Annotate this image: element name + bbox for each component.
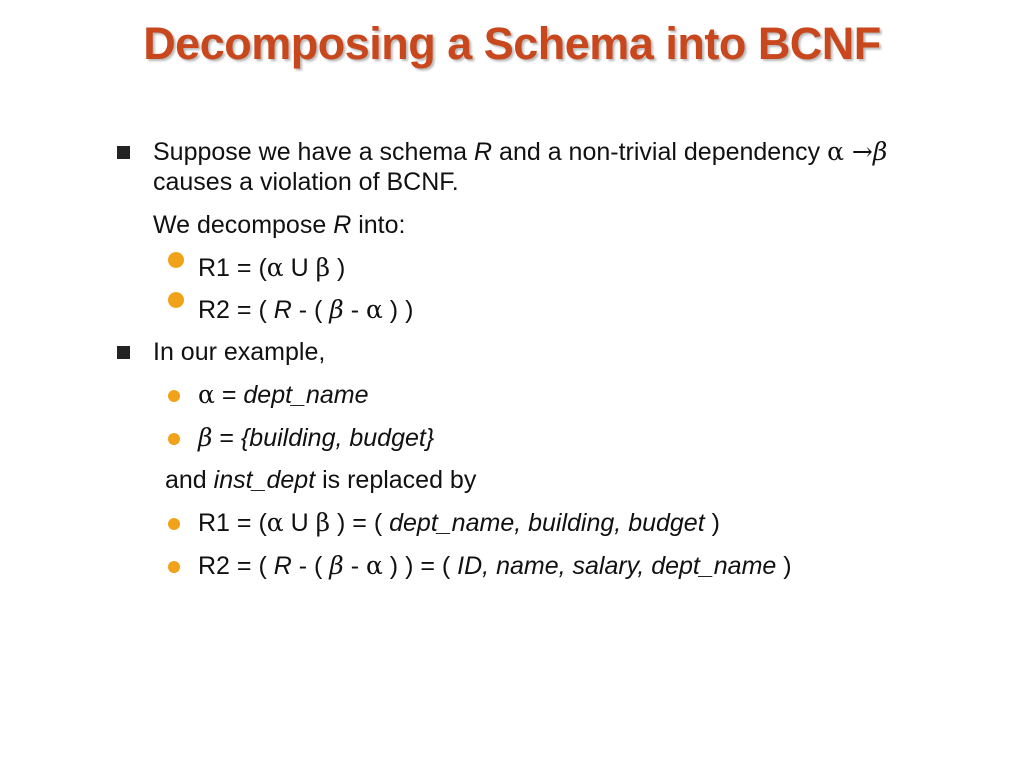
bullet-1-sub-2: R2 = ( R - ( β - α ) ) xyxy=(198,295,414,324)
slide-title: Decomposing a Schema into BCNF xyxy=(143,18,881,69)
bullet-2-sub-4: R2 = ( R - ( β - α ) ) = ( ID, name, salary, dept_name ) xyxy=(198,551,792,580)
circle-bullet-icon xyxy=(168,292,184,308)
circle-bullet-icon xyxy=(168,390,180,402)
bullet-2-line-1: In our example, xyxy=(153,338,326,366)
square-bullet-icon xyxy=(117,346,130,359)
bullet-2-sub-1: α = dept_name xyxy=(198,380,369,409)
bullet-1-line-1: Suppose we have a schema R and a non-trivial dependency α →β xyxy=(153,137,888,166)
bullet-1-line-3: We decompose R into: xyxy=(153,211,406,239)
circle-bullet-icon xyxy=(168,561,180,573)
bullet-2-replaced-text: and inst_dept is replaced by xyxy=(165,466,477,494)
bullet-1-sub-1: R1 = (α U β ) xyxy=(198,253,346,282)
circle-bullet-icon xyxy=(168,518,180,530)
bullet-1-line-2: causes a violation of BCNF. xyxy=(153,168,459,196)
square-bullet-icon xyxy=(117,146,130,159)
bullet-2-sub-3: R1 = (α U β ) = ( dept_name, building, budget ) xyxy=(198,508,720,537)
bullet-2-sub-2: β = {building, budget} xyxy=(198,423,435,452)
circle-bullet-icon xyxy=(168,433,180,445)
circle-bullet-icon xyxy=(168,252,184,268)
